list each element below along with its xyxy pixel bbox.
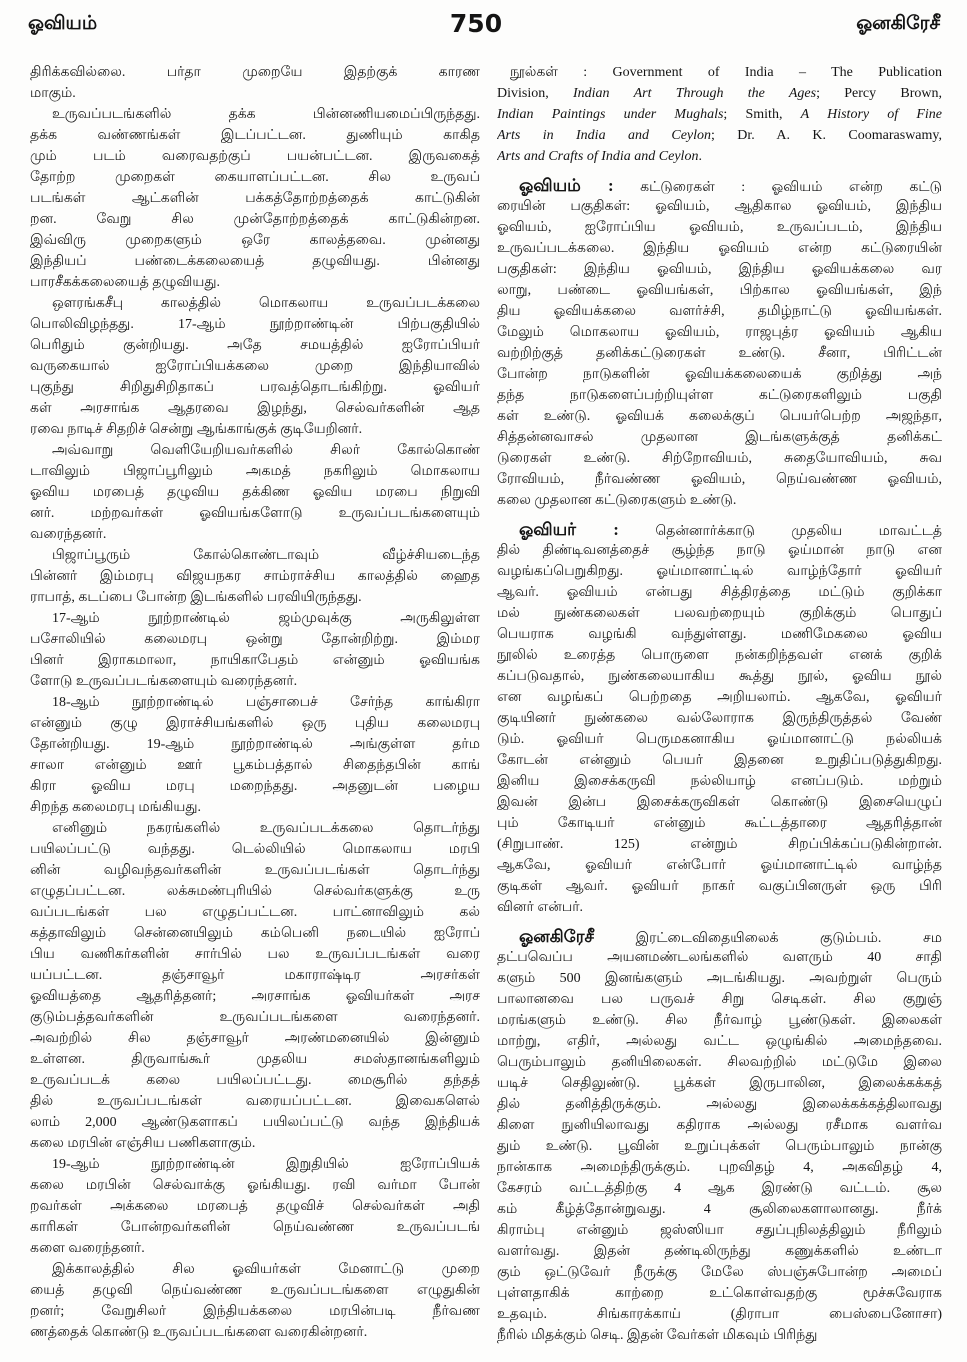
- page-number: 750: [449, 9, 503, 38]
- text-line: [30, 902, 480, 923]
- text-run: வினர் என்பர்.: [497, 900, 584, 915]
- text-line: [497, 1031, 942, 1052]
- text-run: கட்டுரைகள் : ஓவியம் என்ற கட்டு: [613, 180, 942, 195]
- paragraph: [497, 519, 942, 918]
- text-line: [497, 624, 942, 645]
- text-run: பாலானவை பல பருவச் சிறு செடிகள். சில குறுஞ்: [497, 992, 942, 1007]
- text-line: [497, 448, 942, 469]
- text-line: [30, 566, 480, 587]
- paragraph: [30, 62, 480, 104]
- text-line: [30, 818, 480, 839]
- book-title: Indian Paintings under Mughals: [497, 107, 724, 122]
- text-run: யப்பட்டன. தஞ்சாவூர் மகாராஷ்டிர அரசர்கள்: [30, 968, 480, 983]
- text-run: 17-ஆம் நூற்றாண்டில் ஜம்முவுக்கு அருகிலுள்ள: [52, 611, 480, 626]
- text-line: [30, 1007, 480, 1028]
- text-run: கிரா ஓவிய மரபு மறைந்தது. அதனுடன் பழைய: [30, 779, 480, 794]
- headword: ஓனகிரேசீ: [519, 927, 594, 946]
- text-run: பயிலப்பட்டு வந்தது. டெல்லியில் மொகலாய மரபி: [30, 842, 480, 857]
- text-line: [30, 167, 480, 188]
- text-run: நூல்கள் : Government of India – The Publication: [510, 65, 942, 80]
- text-run: தில் திண்டிவனத்தைச் சூழ்ந்த நாடு ஓய்மான் நாடு என: [497, 543, 942, 558]
- text-run: ளோடு உருவப்படங்களையும் வரைந்தனர்.: [30, 674, 298, 689]
- text-line: [497, 708, 942, 729]
- text-run: படங்கள் ஆட்களின் பக்கத்தோற்றத்தைக் காட்டுகின்: [30, 191, 480, 206]
- text-run: ஓவியம், ஐரோப்பிய ஓவியம், உருவப்படம், இந்திய: [497, 220, 942, 235]
- text-line: [497, 364, 942, 385]
- text-line: [30, 713, 480, 734]
- text-line: [497, 1304, 942, 1325]
- text-line: [497, 582, 942, 603]
- text-line: [497, 1052, 942, 1073]
- text-run: இக்காலத்தில் சில ஓவியர்கள் மேனாட்டு முறை: [52, 1262, 480, 1277]
- text-line: [497, 666, 942, 687]
- text-line: [30, 965, 480, 986]
- text-line: [497, 406, 942, 427]
- text-run: ; Percy Brown,: [816, 86, 942, 101]
- text-line: [30, 797, 480, 818]
- text-run: எழுதப்பட்டன. லக்சுமண்புரியில் செல்வர்களுக்கு உரு: [30, 884, 480, 899]
- text-line: [30, 1217, 480, 1238]
- text-line: [30, 209, 480, 230]
- text-line: [497, 687, 942, 708]
- text-run: வப்படங்கள் பல எழுதப்பட்டன. பாட்னாவிலும் கல்: [30, 905, 480, 920]
- text-run: பும் கோடியர் என்னும் கூட்டத்தாரை ஆதரித்தான்: [497, 816, 942, 831]
- text-run: சிறந்த கலைமரபு மங்கியது.: [30, 800, 201, 815]
- text-run: மும் படம் வரைவதற்குப் பயன்பட்டன. இருவகைத்: [30, 149, 480, 164]
- text-line: [497, 989, 942, 1010]
- text-run: இந்தியப் பண்டைக்கலையைத் தழுவியது. பின்னது: [30, 254, 480, 269]
- paragraph: [30, 545, 480, 608]
- text-line: [30, 1049, 480, 1070]
- text-line: [30, 335, 480, 356]
- text-run: கலை முதலான கட்டுரைகளும் உண்டு.: [497, 493, 737, 508]
- book-title: Indian Art Through the Ages: [573, 86, 817, 101]
- text-line: [497, 771, 942, 792]
- text-run: உள்ளன. திருவாங்கூர் முதலிய சமஸ்தானங்களிலும்: [30, 1052, 480, 1067]
- text-run: பொலிவிழந்தது. 17-ஆம் நூற்றாண்டின் பிற்பகுதியில்: [30, 317, 480, 332]
- text-run: றவர்கள் அக்கலை மரபைத் தழுவிச் செல்வர்கள் அதி: [30, 1199, 480, 1214]
- text-run: பெயராக வழங்கி வந்துள்ளது. மணிமேகலை ஓவிய: [497, 627, 942, 642]
- text-line: [497, 519, 942, 540]
- text-line: [497, 62, 942, 83]
- text-line: [497, 343, 942, 364]
- text-line: [30, 1196, 480, 1217]
- text-run: வருகையால் ஐரோப்பியக்கலை முறை இந்தியாவில்: [30, 359, 480, 374]
- text-line: [30, 944, 480, 965]
- text-run: ஓவியத்தை ஆதரித்தனர்; அரசாங்க ஓவியர்கள் அரச: [30, 989, 480, 1004]
- text-run: கிராம்பு என்னும் ஜஸ்ஸியா சதுப்புநிலத்திலும் நீரிலும்: [497, 1223, 942, 1238]
- text-line: [30, 692, 480, 713]
- text-line: [30, 1133, 480, 1154]
- text-run: லாறு, பண்டை ஓவியங்கள், பிற்கால ஓவியங்கள், இந்: [497, 283, 942, 298]
- text-run: கிளை நுனியிலாவது கதிராக அல்லது ரசீமாக வளர்வ: [497, 1118, 942, 1133]
- text-line: [30, 188, 480, 209]
- text-line: [497, 125, 942, 146]
- text-run: கேசரம் வட்டத்திற்கு 4 ஆக இரண்டு வட்டம். சூல: [497, 1181, 942, 1196]
- text-line: [497, 834, 942, 855]
- text-line: [30, 986, 480, 1007]
- text-run: (சிறுபாண். 125) என்றும் சிறப்பிக்கப்படுகின்றான்.: [497, 837, 942, 852]
- text-line: [30, 1301, 480, 1322]
- text-line: [497, 217, 942, 238]
- text-line: [497, 540, 942, 561]
- text-line: [30, 839, 480, 860]
- text-line: [497, 968, 942, 989]
- text-line: [497, 427, 942, 448]
- text-line: [497, 490, 942, 511]
- text-line: [30, 482, 480, 503]
- text-line: [30, 419, 480, 440]
- text-run: தில் உருவப்படங்கள் வரையப்பட்டன. இவைகளெல்: [30, 1094, 480, 1109]
- text-line: [497, 792, 942, 813]
- text-run: Division,: [497, 86, 573, 101]
- text-line: [30, 125, 480, 146]
- text-line: [30, 230, 480, 251]
- running-head-right: ஓனகிரேசீ: [856, 13, 940, 34]
- text-run: பெரிதும் குன்றியது. அதே சமயத்தில் ஐரோப்பியர்: [30, 338, 480, 353]
- text-line: [30, 272, 480, 293]
- text-line: [497, 947, 942, 968]
- text-run: கும் ஒட்டுவேர் நீருக்கு மேலே ஸ்பஞ்சுபோன்ற அமைப்: [497, 1265, 942, 1280]
- text-line: [497, 561, 942, 582]
- text-line: [497, 1241, 942, 1262]
- text-run: ணத்தைக் கொண்டு உருவப்படங்களை வரைகின்றனர்.: [30, 1325, 368, 1340]
- text-line: [30, 62, 480, 83]
- text-line: [30, 1112, 480, 1133]
- text-run: பசோலியில் கலைமரபு ஒன்று தோன்றிற்று. இம்மர: [30, 632, 480, 647]
- text-run: ; Smith,: [723, 107, 801, 122]
- text-run: உருவப்படங்களில் தக்க பின்னணியமைப்பிருந்தது.: [52, 107, 480, 122]
- text-run: புகுந்து சிறிதுசிறிதாகப் பரவத்தொடங்கிற்று. ஓவியர்: [30, 380, 480, 395]
- text-run: குடும்பத்தவர்களின் உருவப்படங்களை வரைந்தனர்.: [30, 1010, 480, 1025]
- text-run: சித்தன்னவாசல் முதலான இடங்களுக்குத் தனிக்கட்: [497, 430, 942, 445]
- paragraph: [30, 1154, 480, 1259]
- text-line: [30, 734, 480, 755]
- text-run: வளர்வது. இதன் தண்டிலிருந்து கணுக்களில் உண்டா: [497, 1244, 942, 1259]
- book-title: Arts and Crafts of India and Ceylon: [497, 149, 699, 164]
- text-line: [497, 301, 942, 322]
- text-run: கலை மரபின் செல்வாக்கு ஓங்கியது. ரவி வர்மா போன்: [30, 1178, 480, 1193]
- text-line: [30, 461, 480, 482]
- text-run: கத்தாவிலும் சென்னையிலும் கம்பெனி நடையில் ஐரோப்: [30, 926, 480, 941]
- text-line: [497, 259, 942, 280]
- text-run: வழங்கப்பெறுகிறது. ஓய்மானாட்டில் வாழ்ந்தோர் ஓவியர்: [497, 564, 942, 579]
- text-run: மேலும் மொகலாய ஓவியம், ராஜபுத்ர ஓவியம் ஆகிய: [497, 325, 942, 340]
- text-line: [497, 897, 942, 918]
- text-run: வரைந்தனர்.: [30, 527, 107, 542]
- text-run: யடிச் செதிலுண்டு. பூக்கள் இருபாலின, இலைக்கக்கத்: [497, 1076, 942, 1091]
- text-run: மாற்று, எதிர், அல்லது வட்ட ஒழுங்கில் அமைந்தவை.: [497, 1034, 942, 1049]
- text-run: இனிய இசைக்கருவி நல்லியாழ் எனப்படும். மற்றும்: [497, 774, 942, 789]
- text-columns: [30, 62, 942, 1346]
- text-line: [497, 1136, 942, 1157]
- text-run: கலை மரபின் எஞ்சிய பணிகளாகும்.: [30, 1136, 256, 1151]
- book-title: Arts in India and Ceylon: [497, 128, 712, 143]
- text-run: நான்காக அமைந்திருக்கும். புறவிதழ் 4, அகவிதழ் 4,: [497, 1160, 942, 1175]
- text-run: குடிகள் ஆவர். ஓவியர் நாகர் வகுப்பினருள் ஒரு பிரி: [497, 879, 942, 894]
- text-run: ரவை நாடிச் சிதறிச் சென்று ஆங்காங்குக் குடியேறினர்.: [30, 422, 363, 437]
- text-line: [497, 1073, 942, 1094]
- text-run: மல் நுண்கலைகள் பலவற்றையும் குறிக்கும் பொதுப்: [497, 606, 942, 621]
- text-run: தோன்றியது. 19-ஆம் நூற்றாண்டில் அங்குள்ள தர்ம: [30, 737, 480, 752]
- text-run: பிஜாப்பூரும் கோல்கொண்டாவும் வீழ்ச்சியடைந்த: [52, 548, 480, 563]
- text-line: [30, 251, 480, 272]
- text-line: [497, 926, 942, 947]
- text-run: டும். ஓவியர் பெருமகனாகிய ஓய்மானாட்டு நல்லியக்: [497, 732, 942, 747]
- text-run: எனினும் நகரங்களில் உருவப்படக்கலை தொடர்ந்து: [52, 821, 480, 836]
- text-run: நூலில் உரைத்த பொருளை நன்கறிந்தவள் எனக் குறிக்: [497, 648, 942, 663]
- text-run: .: [698, 149, 702, 164]
- text-run: மாகும்.: [30, 86, 76, 101]
- text-run: களும் 500 இனங்களும் அடங்கியது. அவற்றுள் பெரும்: [497, 971, 942, 986]
- text-line: [497, 1262, 942, 1283]
- text-run: கோடன் என்னும் பெயர் இதனை உறுதிப்படுத்துகிறது.: [497, 753, 942, 768]
- paragraph: [497, 62, 942, 167]
- text-run: னின் வழிவந்தவர்களின் உருவப்படங்கள் தொடர்ந்து: [30, 863, 480, 878]
- paragraph: [30, 440, 480, 545]
- headword: ஓவியர் :: [519, 520, 619, 539]
- text-run: மரங்களும் உண்டு. சில நீர்வாழ் பூண்டுகள். இலைகள்: [497, 1013, 942, 1028]
- text-run: உதவும். சிங்காரக்காய் (திராபா பைஸ்பைனோசா): [497, 1307, 942, 1322]
- text-line: [30, 524, 480, 545]
- text-line: [30, 776, 480, 797]
- text-run: சாலா என்னும் ஊர் பூகம்பத்தால் சிதைந்தபின் காங்: [30, 758, 480, 773]
- text-line: [497, 1199, 942, 1220]
- text-line: [497, 238, 942, 259]
- text-run: ஒளரங்கசீபு காலத்தில் மொகலாய உருவப்படக்கலை: [52, 296, 480, 311]
- text-run: ராபாத், கடப்பை போன்ற இடங்களில் பரவியிருந்தது.: [30, 590, 362, 605]
- paragraph: [30, 104, 480, 293]
- text-run: கப்படுவதால், நுண்கலையாகிய கூத்து நூல், ஓவிய நூல்: [497, 669, 942, 684]
- text-run: றன. வேறு சில முன்தோற்றத்தைக் காட்டுகின்றன.: [30, 212, 480, 227]
- text-run: இவன் இன்ப இசைக்கருவிகள் கொண்டு இசையெழுப்: [497, 795, 942, 810]
- text-line: [30, 671, 480, 692]
- text-run: நீரில் மிதக்கும் செடி. இதன் வேர்கள் மிகவும் பிரிந்து: [497, 1328, 818, 1343]
- text-line: [497, 1094, 942, 1115]
- text-line: [30, 503, 480, 524]
- text-line: [497, 385, 942, 406]
- text-line: [497, 1220, 942, 1241]
- text-run: பிய வணிகர்களின் சார்பில் பல உருவப்படங்கள் வரை: [30, 947, 480, 962]
- text-line: [497, 603, 942, 624]
- text-line: [30, 440, 480, 461]
- text-run: காரிகள் போன்றவர்களின் நெய்வண்ண உருவப்படங்: [30, 1220, 480, 1235]
- text-run: டாவிலும் பிஜாப்பூரிலும் அகமத் நகரிலும் மொகலாய: [30, 464, 480, 479]
- text-run: கள் அரசாங்க ஆதரவை இழந்து, செல்வர்களின் ஆத: [30, 401, 480, 416]
- text-line: [30, 1154, 480, 1175]
- text-run: தக்க வண்ணங்கள் இடப்பட்டன. துணியும் காகித: [30, 128, 480, 143]
- text-line: [30, 1259, 480, 1280]
- text-run: போன்ற நாடுகளின் ஓவியக்கலையைக் குறித்து அந்: [497, 367, 942, 382]
- text-run: ஓவிய மரபைத் தழுவிய தக்கிண ஓவிய மரபை நிறுவி: [30, 485, 480, 500]
- text-line: [30, 1322, 480, 1343]
- text-run: 18-ஆம் நூற்றாண்டில் பஞ்சாபைச் சேர்ந்த காங்கிரா: [52, 695, 480, 710]
- text-line: [30, 755, 480, 776]
- text-line: [497, 876, 942, 897]
- text-line: [30, 356, 480, 377]
- text-run: 19-ஆம் நூற்றாண்டின் இறுதியில் ஐரோப்பியக்: [52, 1157, 480, 1172]
- text-line: [30, 860, 480, 881]
- running-head-left: ஓவியம்: [28, 13, 98, 34]
- text-line: [30, 377, 480, 398]
- text-run: திய ஓவியக்கலை வளர்ச்சி, தமிழ்நாட்டு ஓவியங்கள்.: [497, 304, 942, 319]
- text-line: [30, 83, 480, 104]
- text-line: [497, 1178, 942, 1199]
- text-line: [497, 1157, 942, 1178]
- text-run: உருவப்படக்கலை. இந்திய ஓவியம் என்ற கட்டுரையின்: [497, 241, 942, 256]
- text-run: தென்னார்க்காடு முதலிய மாவட்டத்: [618, 524, 942, 539]
- text-line: [497, 750, 942, 771]
- text-run: தும் உண்டு. பூவின் உறுப்புக்கள் பெரும்பாலும் நான்கு: [497, 1139, 942, 1154]
- text-line: [497, 813, 942, 834]
- text-run: தில் தனித்திருக்கும். அல்லது இலைக்கக்கத்திலாவது: [497, 1097, 942, 1112]
- text-line: [30, 629, 480, 650]
- left-column: [30, 62, 480, 1346]
- text-line: [30, 881, 480, 902]
- text-run: தோற்ற முறைகள் கையாளப்பட்டன. சில உருவப்: [30, 170, 480, 185]
- text-run: ; Dr. A. K. Coomaraswamy,: [711, 128, 942, 143]
- text-line: [497, 104, 942, 125]
- text-line: [30, 545, 480, 566]
- text-run: பின்னர் இம்மரபு விஜயநகர சாம்ராச்சிய காலத்தில் ஹைத: [30, 569, 480, 584]
- text-line: [497, 1010, 942, 1031]
- text-run: கள் உண்டு. ஓவியக் கலைக்குப் பெயர்பெற்ற அஜந்தா,: [497, 409, 942, 424]
- text-run: அவற்றில் சில தஞ்சாவூர் அரண்மனையில் இன்னும்: [30, 1031, 480, 1046]
- text-run: றனர்; வேறுசிலர் இந்தியக்கலை மரபின்படி நீர்வண: [30, 1304, 480, 1319]
- text-run: தட்பவெப்ப அயனமண்டலங்களில் வளரும் 40 சாதி: [497, 950, 942, 965]
- text-line: [30, 587, 480, 608]
- text-run: என வழங்கப் பெற்றதை அறியலாம். ஆகவே, ஓவியர்: [497, 690, 942, 705]
- text-run: பாரசீகக்கலையைத் தழுவியது.: [30, 275, 220, 290]
- paragraph: [30, 818, 480, 1154]
- text-line: [497, 469, 942, 490]
- text-line: [497, 729, 942, 750]
- text-line: [30, 923, 480, 944]
- text-line: [30, 1028, 480, 1049]
- text-run: னர். மற்றவர்கள் ஓவியங்களோடு உருவப்படங்களையும்: [30, 506, 480, 521]
- text-line: [497, 855, 942, 876]
- text-run: பினர் இராகமாலா, நாயிகாபேதம் என்னும் ஓவியங்க: [30, 653, 480, 668]
- text-line: [30, 1280, 480, 1301]
- text-run: இரட்டைவிதையிலைக் குடும்பம். சம: [593, 931, 942, 946]
- text-run: ஆவர். ஓவியம் என்பது சித்திரத்தை மட்டும் குறிக்கா: [497, 585, 942, 600]
- text-line: [497, 146, 942, 167]
- text-line: [30, 314, 480, 335]
- text-run: என்னும் குழு இராச்சியங்களில் ஒரு புதிய கலைமரபு: [30, 716, 480, 731]
- text-run: லாம் 2,000 ஆண்டுகளாகப் பயிலப்பட்டு வந்த இந்தியக்: [30, 1115, 480, 1130]
- text-line: [497, 83, 942, 104]
- right-column: [497, 62, 942, 1346]
- text-line: [30, 650, 480, 671]
- text-run: பெரும்பாலும் தனியிலைகள். சிலவற்றில் மட்டுமே இலை: [497, 1055, 942, 1070]
- text-line: [30, 398, 480, 419]
- text-run: கம் கீழ்த்தோன்றுவது. 4 சூலிலைகளாலானது. நீர்க்: [497, 1202, 942, 1217]
- text-run: ஆகவே, ஓவியர் என்போர் ஓய்மானாட்டில் வாழ்ந்த: [497, 858, 942, 873]
- text-line: [497, 1325, 942, 1346]
- headword: ஓவியம் :: [519, 176, 614, 195]
- text-line: [30, 1070, 480, 1091]
- text-line: [30, 1091, 480, 1112]
- text-line: [497, 175, 942, 196]
- text-line: [30, 146, 480, 167]
- text-line: [497, 280, 942, 301]
- text-run: பகுதிகள்: இந்திய ஓவியம், இந்திய ஓவியக்கலை வர: [497, 262, 942, 277]
- text-line: [30, 104, 480, 125]
- text-run: வற்றிற்குத் தனிக்கட்டுரைகள் உண்டு. சீனா, பிரிட்டன்: [497, 346, 942, 361]
- text-run: ரையின் பகுதிகள்: ஓவியம், ஆதிகால ஓவியம், இந்திய: [497, 199, 942, 214]
- text-run: தந்த நாடுகளைப்பற்றியுள்ள கட்டுரைகளிலும் பகுதி: [497, 388, 942, 403]
- paragraph: [30, 692, 480, 818]
- text-line: [30, 1175, 480, 1196]
- text-run: ரோவியம், நீர்வண்ண ஓவியம், நெய்வண்ண ஓவியம்,: [497, 472, 942, 487]
- text-run: உருவப்படக் கலை பயிலப்பட்டது. மைசூரில் தந்தத்: [30, 1073, 480, 1088]
- paragraph: [497, 175, 942, 511]
- text-run: திரிக்கவில்லை. பர்தா முறையே இதற்குக் காரண: [30, 65, 480, 80]
- text-run: அவ்வாறு வெளியேறியவர்களில் சிலர் கோல்கொண்: [52, 443, 480, 458]
- text-run: டுரைகள் உண்டு. சிற்றோவியம், சுதையோவியம், சுவ: [497, 451, 942, 466]
- text-line: [497, 645, 942, 666]
- text-run: புள்ளதாகிக் காற்றை உட்கொள்வதற்கு மூச்சுவேராக: [497, 1286, 942, 1301]
- text-run: களை வரைந்தனர்.: [30, 1241, 145, 1256]
- text-run: குடியினர் நுண்கலை வல்லோராக இருந்திருத்தல் வேண்: [497, 711, 942, 726]
- paragraph: [30, 608, 480, 692]
- paragraph: [497, 926, 942, 1346]
- text-run: இவ்விரு முறைகளும் ஒரே காலத்தவை. முன்னது: [30, 233, 480, 248]
- text-line: [497, 1283, 942, 1304]
- text-line: [30, 1238, 480, 1259]
- book-title: A History of Fine: [800, 107, 942, 122]
- text-line: [30, 293, 480, 314]
- paragraph: [30, 293, 480, 440]
- paragraph: [30, 1259, 480, 1343]
- text-line: [497, 1115, 942, 1136]
- text-line: [30, 608, 480, 629]
- text-line: [497, 322, 942, 343]
- text-line: [497, 196, 942, 217]
- text-run: யைத் தழுவி நெய்வண்ண உருவப்படங்களை எழுதுகின்: [30, 1283, 480, 1298]
